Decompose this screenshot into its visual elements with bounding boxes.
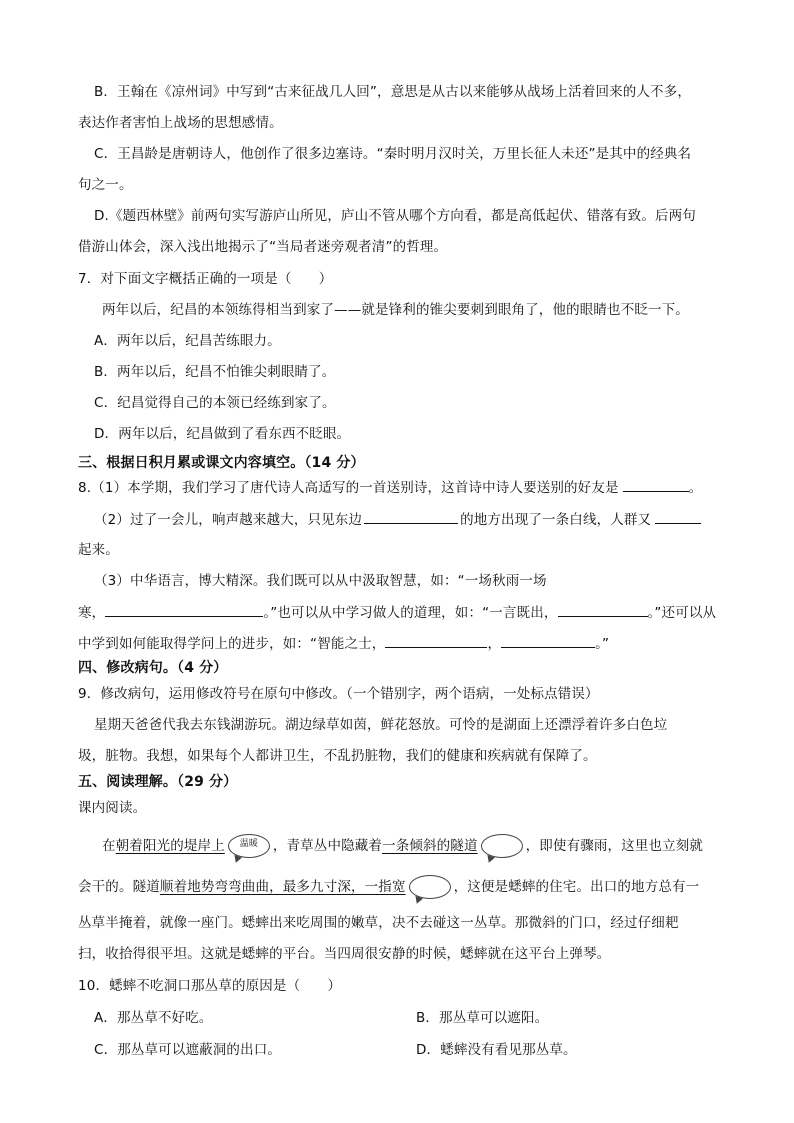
reading-line2 bbox=[78, 875, 699, 899]
reading-l1-underlined-a: 朝着阳光的堤岸上 bbox=[115, 838, 225, 854]
reading-line4: 扫，收拾得很平坦。这就是蟋蟀的平台。当四周很安静的时候，蟋蟀就在这平台上弹琴。 bbox=[78, 946, 611, 962]
reading-l1-text-a: 在 bbox=[102, 838, 116, 854]
q8-part1-text: 8.（1）本学期，我们学习了唐代诗人高适写的一首送别诗，这首诗中诗人要送别的好友是 bbox=[78, 480, 619, 496]
q8-part2-blank2[interactable] bbox=[655, 509, 701, 524]
q7-stem: 7．对下面文字概括正确的一项是（ ） bbox=[78, 271, 333, 287]
q7-option-c: C．纪昌觉得自己的本领已经练到家了。 bbox=[94, 395, 336, 411]
reading-l2-underlined: 顺着地势弯弯曲曲，最多九寸深，一指宽 bbox=[159, 879, 406, 895]
q8-part1-blank[interactable] bbox=[623, 477, 689, 492]
q6-option-b-line1: B．王翰在《凉州词》中写到“古来征战几人回”，意思是从古以来能够从战场上活着回来的人不多， bbox=[94, 84, 691, 100]
empty-speech-bubble-2[interactable] bbox=[409, 875, 451, 899]
q7-option-d: D．两年以后，纪昌做到了看东西不眨眼。 bbox=[94, 426, 351, 442]
q8-part3-blank1[interactable] bbox=[105, 602, 263, 617]
reading-line1 bbox=[102, 834, 703, 858]
speech-bubble-text: 温暖 bbox=[239, 839, 259, 849]
q7-passage: 两年以后，纪昌的本领练得相当到家了——就是锋利的锥尖要刺到眼角了，他的眼睛也不眨一下。 bbox=[102, 302, 689, 318]
q10-option-a: A．那丛草不好吃。 bbox=[94, 1010, 213, 1026]
q10-option-b: B．那丛草可以遮阳。 bbox=[416, 1010, 549, 1026]
q8-part3-line2 bbox=[78, 602, 716, 623]
q8-part3-text-a: 寒， bbox=[78, 605, 106, 621]
q8-part1-end: 。 bbox=[688, 480, 703, 496]
reading-l1-text-b: ，青草丛中隐藏着 bbox=[272, 838, 383, 854]
q8-part2-end: 起来。 bbox=[78, 542, 119, 558]
q8-part2-text-a: （2）过了一会儿，响声越来越大，只见东边 bbox=[94, 512, 363, 528]
q9-stem: 9．修改病句，运用修改符号在原句中修改。（一个错别字，两个语病，一处标点错误） bbox=[78, 686, 599, 702]
q6-option-c-line1: C．王昌龄是唐朝诗人，他创作了很多边塞诗。“秦时明月汉时关，万里长征人未还”是其中的经典名 bbox=[94, 146, 692, 162]
q8-part3-blank3[interactable] bbox=[385, 633, 487, 648]
q8-part3-text-d: 中学到如何能取得学问上的进步，如：“智能之士， bbox=[78, 636, 386, 652]
q8-part2-text-b: 的地方出现了一条白线，人群又 bbox=[460, 512, 652, 528]
empty-speech-bubble-1[interactable] bbox=[481, 834, 523, 858]
q8-part2 bbox=[94, 509, 701, 530]
q8-part3-text-f: 。” bbox=[595, 636, 610, 652]
q6-option-d-line1: D.《题西林壁》前两句实写游庐山所见，庐山不管从哪个方向看，都是高低起伏、错落有致。后两句 bbox=[94, 208, 696, 224]
section5-subheading: 课内阅读。 bbox=[78, 800, 147, 816]
section4-heading: 四、修改病句。（4 分） bbox=[78, 660, 228, 676]
q6-option-d-line2: 借游山体会，深入浅出地揭示了“当局者迷旁观者清”的哲理。 bbox=[78, 239, 448, 255]
q7-option-a: A．两年以后，纪昌苦练眼力。 bbox=[94, 333, 281, 349]
reading-l2-text-a: 会干的。隧道 bbox=[78, 879, 160, 895]
reading-l2-text-b: ，这便是蟋蟀的住宅。出口的地方总有一 bbox=[453, 879, 700, 895]
q8-part1 bbox=[78, 477, 702, 498]
q9-passage-line1: 星期天爸爸代我去东钱湖游玩。湖边绿草如茵，鲜花怒放。可怜的是湖面上还漂浮着许多白色垃 bbox=[94, 717, 668, 733]
q10-stem: 10．蟋蟀不吃洞口那丛草的原因是（ ） bbox=[78, 978, 342, 994]
q8-part3-line3 bbox=[78, 633, 609, 654]
q10-option-c: C．那丛草可以遮蔽洞的出口。 bbox=[94, 1042, 282, 1058]
reading-l1-underlined-b: 一条倾斜的隧道 bbox=[382, 838, 478, 854]
reading-l1-text-c: ，即使有骤雨，这里也立刻就 bbox=[525, 838, 704, 854]
reading-line3: 丛草半掩着，就像一座门。蟋蟀出来吃周围的嫩草，决不去碰这一丛草。那微斜的门口，经过仔细耙 bbox=[78, 915, 679, 931]
q6-option-b-line2: 表达作者害怕上战场的思想感情。 bbox=[78, 115, 283, 131]
q10-option-d: D．蟋蟀没有看见那丛草。 bbox=[416, 1042, 577, 1058]
section3-heading: 三、根据日积月累或课文内容填空。（14 分） bbox=[78, 455, 365, 471]
q8-part3-text-b: 。”也可以从中学习做人的道理，如：“一言既出， bbox=[263, 605, 558, 621]
q8-part3-blank2[interactable] bbox=[558, 602, 648, 617]
q9-passage-line2: 圾，脏物。我想，如果每个人都讲卫生，不乱扔脏物，我们的健康和疾病就有保障了。 bbox=[78, 748, 597, 764]
speech-bubble-annotation bbox=[228, 834, 270, 858]
q8-part3-text-c: 。”还可以从 bbox=[647, 605, 717, 621]
q7-option-b: B．两年以后，纪昌不怕锥尖刺眼睛了。 bbox=[94, 364, 336, 380]
section5-heading: 五、阅读理解。（29 分） bbox=[78, 774, 238, 790]
q8-part2-blank1[interactable] bbox=[364, 509, 458, 524]
q8-part3-blank4[interactable] bbox=[501, 633, 595, 648]
q6-option-c-line2: 句之一。 bbox=[78, 177, 133, 193]
q8-part3-line1: （3）中华语言，博大精深。我们既可以从中汲取智慧，如：“一场秋雨一场 bbox=[94, 573, 547, 589]
q8-part3-text-e: ， bbox=[487, 636, 502, 652]
